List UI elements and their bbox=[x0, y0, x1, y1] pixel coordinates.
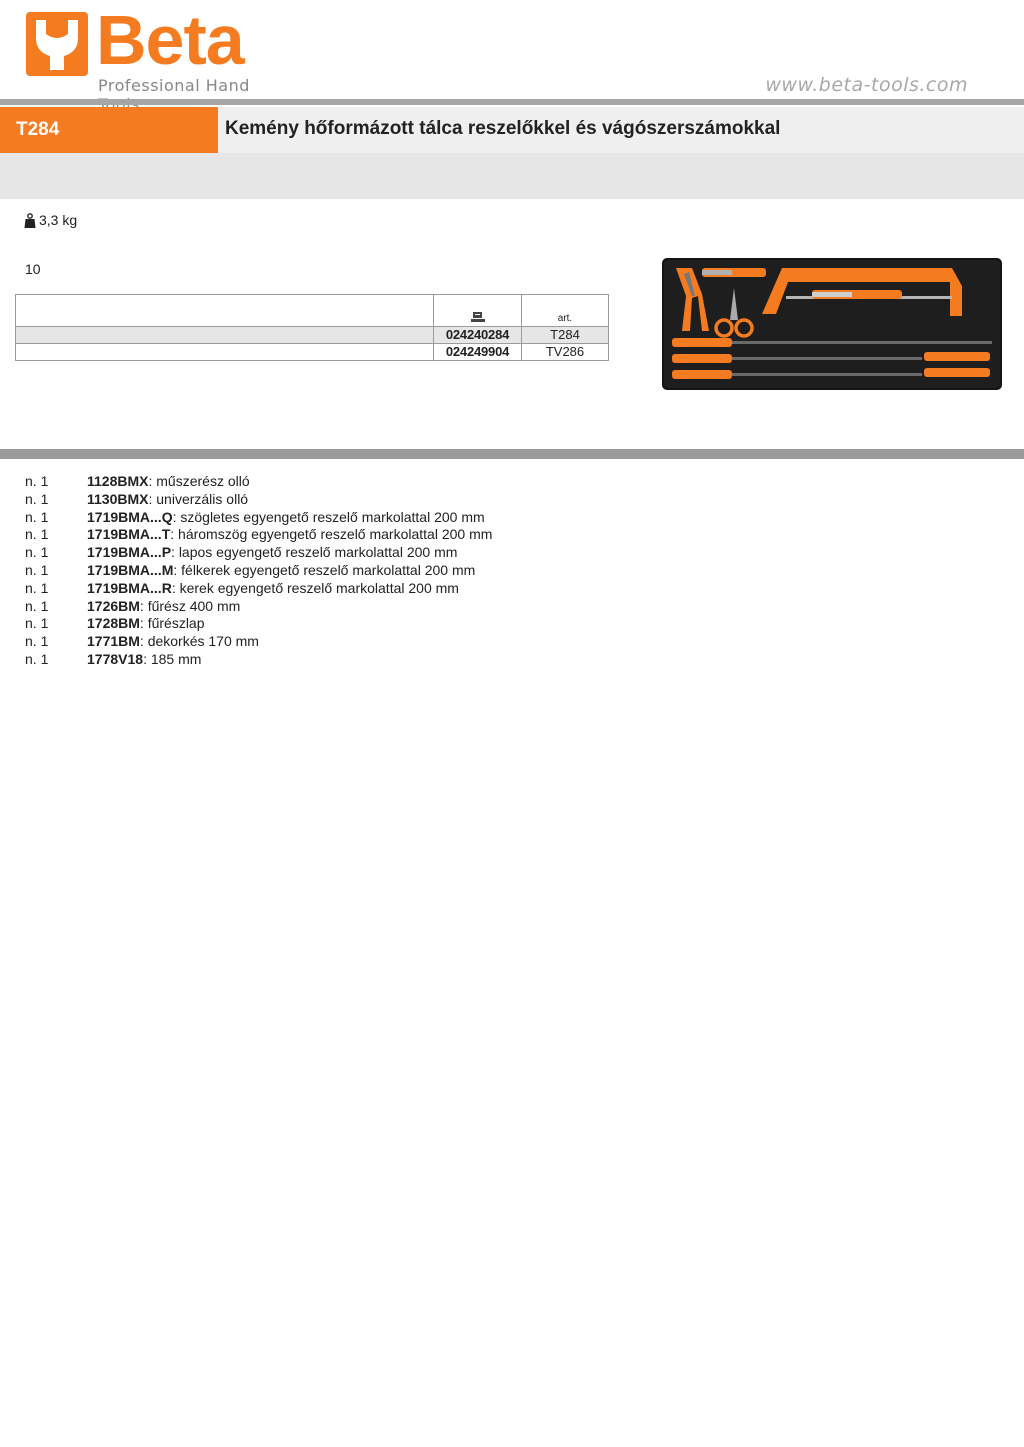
weight-value: 3,3 kg bbox=[39, 212, 78, 228]
item-qty: n. 1 bbox=[25, 597, 49, 614]
weight-icon bbox=[24, 213, 36, 228]
item-desc: : dekorkés 170 mm bbox=[139, 633, 259, 650]
item-code: 1128BMX bbox=[87, 473, 149, 489]
header-cell-blank bbox=[16, 295, 434, 327]
item-desc: : műszerész olló bbox=[148, 473, 250, 489]
item-code: 1771BM bbox=[87, 633, 140, 650]
item-code: 1726BM bbox=[87, 597, 140, 614]
item-desc: : 185 mm bbox=[143, 650, 202, 667]
item-desc: : félkerek egyengető reszelő markolattal 200 mm bbox=[173, 561, 476, 578]
table-row bbox=[16, 327, 609, 344]
table-cell-art: T284 bbox=[522, 327, 609, 344]
item-qty: n. 1 bbox=[25, 579, 49, 596]
item-code: 1728BM bbox=[87, 615, 140, 632]
item-code: 1719BMA...M bbox=[87, 561, 174, 578]
list-item bbox=[25, 473, 725, 491]
item-desc: : lapos egyengető reszelő markolattal 200 mm bbox=[171, 544, 458, 561]
website-link[interactable]: www.beta-tools.com bbox=[765, 74, 968, 96]
pack-quantity: 10 bbox=[25, 261, 41, 277]
item-code: 1719BMA...P bbox=[87, 544, 172, 561]
header-cell-barcode bbox=[434, 295, 522, 327]
barcode-icon bbox=[471, 312, 485, 323]
item-desc: : kerek egyengető reszelő markolattal 200 mm bbox=[171, 579, 459, 596]
table-cell-code: 024249904 bbox=[434, 344, 522, 361]
list-item bbox=[25, 491, 725, 509]
table-cell-art: TV286 bbox=[522, 344, 609, 361]
product-code-box: T284 bbox=[0, 107, 218, 153]
list-item bbox=[25, 526, 725, 544]
item-desc: : fűrész 400 mm bbox=[139, 597, 241, 614]
list-item bbox=[25, 651, 725, 669]
header-divider bbox=[0, 99, 1024, 105]
table-cell-blank bbox=[16, 344, 434, 361]
item-qty: n. 1 bbox=[25, 561, 49, 578]
article-code-table bbox=[15, 294, 609, 361]
item-qty: n. 1 bbox=[25, 508, 49, 525]
list-item bbox=[25, 615, 725, 633]
item-code: 1719BMA...R bbox=[87, 579, 172, 596]
brand-logo bbox=[26, 1, 296, 96]
brand-tagline: Professional Hand bbox=[98, 76, 250, 95]
table-cell-blank bbox=[16, 327, 434, 344]
item-code: 1719BMA...Q bbox=[87, 508, 173, 525]
header-cell-art: art. bbox=[522, 295, 609, 327]
item-code: 1778V18 bbox=[87, 650, 144, 667]
subtitle-band bbox=[0, 153, 1024, 199]
item-desc: : fűrészlap bbox=[139, 615, 205, 632]
item-code: 1719BMA...T bbox=[87, 526, 171, 543]
tool-tray-image bbox=[662, 256, 1004, 392]
item-qty: n. 1 bbox=[25, 473, 49, 489]
weight-info bbox=[24, 212, 77, 228]
item-desc: : univerzális olló bbox=[148, 490, 249, 507]
table-cell-code: 024240284 bbox=[434, 327, 522, 344]
item-qty: n. 1 bbox=[25, 544, 49, 561]
list-item bbox=[25, 509, 725, 527]
table-header-row bbox=[16, 295, 609, 327]
list-item bbox=[25, 562, 725, 580]
list-item bbox=[25, 633, 725, 651]
item-qty: n. 1 bbox=[25, 650, 49, 667]
list-item bbox=[25, 598, 725, 616]
item-qty: n. 1 bbox=[25, 615, 49, 632]
wrench-logo-icon bbox=[26, 12, 88, 76]
item-desc: : szögletes egyengető reszelő markolattal 200 mm bbox=[172, 508, 485, 525]
item-qty: n. 1 bbox=[25, 526, 49, 543]
list-item bbox=[25, 580, 725, 598]
contents-list bbox=[25, 473, 725, 669]
item-desc: : háromszög egyengető reszelő markolattal 200 mm bbox=[170, 526, 493, 543]
product-title: Kemény hőformázott tálca reszelőkkel és vágószerszámokkal bbox=[225, 118, 781, 139]
item-code: 1130BMX bbox=[87, 490, 149, 507]
list-item bbox=[25, 544, 725, 562]
item-qty: n. 1 bbox=[25, 490, 49, 507]
table-row bbox=[16, 344, 609, 361]
brand-wordmark: Beta bbox=[96, 1, 244, 79]
section-divider bbox=[0, 449, 1024, 459]
item-qty: n. 1 bbox=[25, 633, 49, 650]
